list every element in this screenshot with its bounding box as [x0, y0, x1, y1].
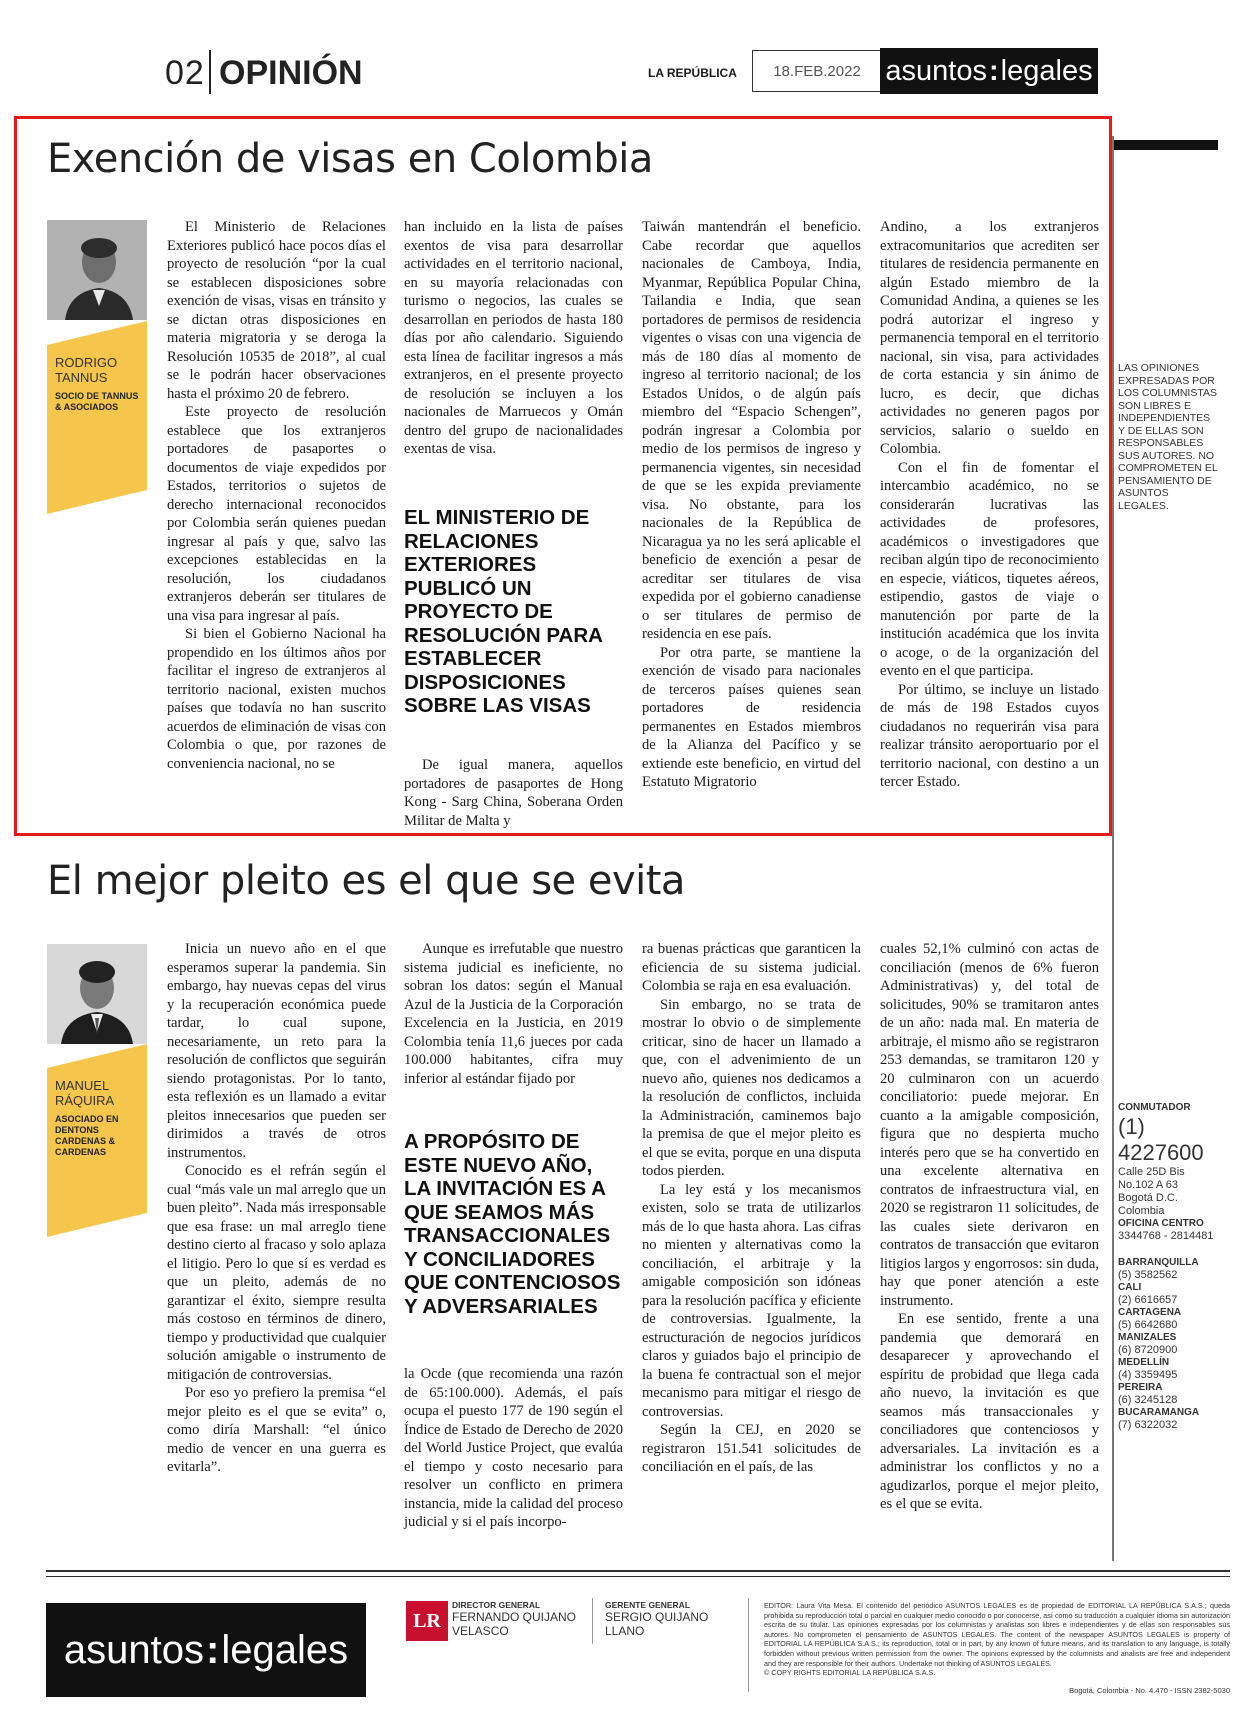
right-column-top-bar [1112, 140, 1218, 150]
tag-notch [47, 1044, 147, 1068]
copyright-text: © COPY RIGHTS EDITORIAL LA REPÚBLICA S.A.S. [764, 1668, 936, 1678]
article2-column-2b [404, 1365, 623, 1532]
city-label: MEDELLÍN [1118, 1357, 1170, 1368]
paragraph: Este proyecto de resolución establece que los extranjeros portadores de pasaportes o documentos de viaje expedidos por Estados, territorios o sujetos de derecho internacional reconocidos por Colombia serán quienes puedan ingresar al país y que, salvo las excepciones establecidas en la resolución, los ciudadanos extranjeros deberán ser titulares de una visa para ingresar al país. [167, 404, 386, 624]
oficina-label: OFICINA CENTRO [1118, 1218, 1204, 1229]
legal-text: EDITOR: Laura Vita Mesa. El contenido del periódico ASUNTOS LEGALES es de propiedad de EDITORIAL LA REPÚBLICA S.A.S.; queda prohibida su reproducción total o parcial en cualquier medio conocido o por conocerse, así como su traducción a cualquier idioma sin autorización escrita de su titular. Las opiniones expresadas por los columnistas y analistas son libres e independientes y de ellas son responsables sus autores. No comprometen el pensamiento de ASUNTOS LEGALES. The content of the newspaper ASUNTOS LEGALES is property of EDITORIAL LA REPÚBLICA S.A.S.; its reproduction, total or in part, by any known of future means, and its translation to any language, is totally forbidden without previous written permission from the owner. The opinions expressed by the columnists and analists are free and independent and they are responsible for their authors. Undertake not thinking of ASUNTOS LEGALES. [764, 1601, 1230, 1668]
tag-notch [47, 1213, 147, 1237]
address-line: Bogotá D.C. [1118, 1192, 1178, 1204]
paragraph: Según la CEJ, en 2020 se registraron 151.541 solicitudes de conciliación en el país, de las [642, 1422, 861, 1475]
publisher-name: LA REPÚBLICA [648, 66, 737, 80]
paragraph: Andino, a los extranjeros extracomunitarios que acrediten ser titulares de residencia permanente en algún Estado miembro de la Comunidad Andina, a quienes se les podrá autorizar el ingreso y permanencia temporal en el territorio nacional, sin visa, para actividades de corta estancia y sin ánimo de lucro, es decir, que dichas actividades no generen pagos por servicios, salario o sueldo en Colombia. [880, 219, 1099, 457]
paragraph: han incluido en la lista de países exentos de visa para desarrollar actividades en el territorio nacional, en su mayoría relacionadas con turismo o negocios, las cuales se desarrollan en periodos de hasta 180 días por año calendario. Siguiendo esta línea de facilitar ingresos a más extranjeros, en el presente proyecto de resolución se incluyen a los nacionales de Marruecos y Omán dentro del grupo de nacionalidades exentas de visa. [404, 219, 623, 457]
city-label: PEREIRA [1118, 1382, 1163, 1393]
paragraph: Inicia un nuevo año en el que esperamos superar la pandemia. Sin embargo, hay nuevas cepas del virus y la recuperación económica puede tardar, lo cual supone, necesariamente, un reto para la resolución de conflictos que seguirán siendo protagonistas. Por lo tanto, esta reflexión es un llamado a evitar pleitos innecesarios que pueden ser dirimidos a través de otros instrumentos. [167, 941, 386, 1161]
director-credit [452, 1600, 582, 1638]
paragraph: Conocido es el refrán según el cual “más vale un mal arreglo que un buen pleito”. Nada más irresponsable que esa frase: un mal arreglo tiene destino cierto al fracaso y solo aplaza el litigio. Pero lo que sí es verdad es que un pleito, además de no garantizar el éxito, siempre resulta más costoso en términos de dinero, tiempo y productividad que cualquier solución amigable o instrumento de mitigación de controversias. [167, 1163, 386, 1383]
city-phone: (4) 3359495 [1118, 1369, 1178, 1381]
city-label: CARTAGENA [1118, 1307, 1182, 1318]
header-divider [209, 50, 211, 94]
article2-title: El mejor pleito es el que se evita [47, 858, 685, 904]
gerente-label: GERENTE GENERAL [605, 1600, 691, 1610]
credit-divider [592, 1598, 593, 1644]
paragraph: De igual manera, aquellos portadores de pasaportes de Hong Kong - Sarg China, Soberana Orden Militar de Malta y [404, 757, 623, 829]
address-line: No.102 A 63 [1118, 1179, 1178, 1191]
contact-info [1118, 1102, 1228, 1432]
article2-column-3 [642, 940, 861, 1477]
paragraph: La ley está y los mecanismos existen, solo se trata de utilizarlos más de lo que hasta ahora. Las cifras no mienten y alternativas como la conciliación, el arbitraje y la amigable composición son idóneas para la resolución pacífica y eficiente de controversias. Igualmente, la estructuración de negocios jurídicos claros y guiados bajo el principio de la buena fe contractual son el mejor mecanismo para mitigar el riesgo de controversias. [642, 1181, 861, 1420]
footer-rule [46, 1570, 1230, 1572]
article1-column-1 [167, 218, 386, 773]
author-tag-tannus [47, 345, 147, 490]
author-role: ASOCIADO EN DENTONS CARDENAS & CARDENAS [55, 1114, 119, 1157]
article1-title: Exención de visas en Colombia [47, 136, 653, 182]
city-label: MANIZALES [1118, 1332, 1177, 1343]
paragraph: Con el fin de fomentar el intercambio académico, no se considerarán lucrativas las actividades de profesores, académicos o investigadores que reciban algún tipo de reconocimiento en especie, viáticos, tiquetes aéreos, estipendio, gastos de viaje o manutención por parte de la institución académica que los invita o acoge, o de la organización del evento en el que participa. [880, 459, 1099, 679]
paragraph: En ese sentido, frente a una pandemia que demorará en desaparecer y aprovechando el espíritu de probidad que llega cada año nuevo, la invitación es que seamos más transaccionales y conciliadores que contenciosos y adversariales. La invitación es a administrar los conflictos y no a agudizarlos, porque el mejor pleito, es el que se evita. [880, 1311, 1099, 1512]
lr-logo: LR [406, 1601, 448, 1641]
city-phone: (5) 6642680 [1118, 1319, 1178, 1331]
director-label: DIRECTOR GENERAL [452, 1600, 541, 1610]
city-phone: (5) 3582562 [1118, 1269, 1178, 1281]
paragraph: Por eso yo prefiero la premisa “el mejor pleito es el que se evita” o, como diría Marshall: “el único medio de vencer en una guerra es evitarla”. [167, 1385, 386, 1475]
credit-divider [748, 1598, 749, 1692]
tag-notch [47, 490, 147, 514]
city-phone: (6) 8720900 [1118, 1344, 1178, 1356]
section-title: OPINIÓN [219, 54, 363, 92]
paragraph: ra buenas prácticas que garanticen la eficiencia de su sistema judicial. Colombia se raja en esa evaluación. [642, 941, 861, 994]
paragraph: Por último, se incluye un listado de más de 198 Estados cuyos ciudadanos no requerirán visa para realizar tránsito aeroportuario por el territorio nacional, con destino a un tercer Estado. [880, 681, 1099, 790]
conmutador-phone: (1) 4227600 [1118, 1114, 1204, 1165]
article2-column-1 [167, 940, 386, 1477]
article1-column-2 [404, 218, 623, 459]
city-phone: (2) 6616657 [1118, 1294, 1178, 1306]
page-number: 02 [165, 54, 205, 92]
oficina-phones: 3344768 - 2814481 [1118, 1230, 1214, 1242]
author-photo-raquira [47, 944, 147, 1044]
paragraph: la Ocde (que recomienda una razón de 65:100.000). Además, el país ocupa el puesto 177 de 190 según el Índice de Estado de Derecho de 2020 del World Justice Project, que evalúa el tiempo y costo necesario para resolver un conflicto en primera instancia, mide la calidad del proceso judicial y si el país incorpo- [404, 1366, 623, 1530]
address-line: Calle 25D Bis [1118, 1166, 1185, 1178]
paragraph: El Ministerio de Relaciones Exteriores publicó hace pocos días el proyecto de resolución “por la cual se establecen disposiciones sobre exención de visas, visas en tránsito y se dictan otras disposiciones en materia migratoria y se deroga la Resolución 10535 de 2018”, al cual se le podrán hacer observaciones hasta el próximo 20 de febrero. [167, 219, 386, 402]
paragraph: Por otra parte, se mantiene la exención de visado para nacionales de terceros países quienes sean portadores de residencia permanentes en Estados miembros de la Alianza del Pacífico y se extiende este beneficio, en virtud del Estatuto Migratorio [642, 644, 861, 790]
author-tag-raquira [47, 1068, 147, 1213]
city-label: CALI [1118, 1282, 1142, 1293]
right-column-rule [1112, 136, 1114, 1561]
paragraph: cuales 52,1% culminó con actas de conciliación (menos de 6% fueron Administrativas) y, del total de solicitudes, 90% se tramitaron antes de un año: nada mal. En materia de arbitraje, el mismo año se registraron 253 demandas, se tramitaron 120 y 20 culminaron con un acuerdo conciliatorio: puede mejorar. En cuanto a la amigable composición, figura que no despierta mucho interés pero que se ha convertido en una excelente alternativa en contratos de infraestructura vial, en 2020 se registraron 11 solicitudes, de las cuales siete derivaron en contratos de transacción que evitaron litigios largos y engorrosos: sin duda, hay que poner atención a este instrumento. [880, 941, 1099, 1309]
footer-rule [46, 1576, 1230, 1577]
city-label: BARRANQUILLA [1118, 1257, 1199, 1268]
gerente-credit [605, 1600, 715, 1638]
city-phone: (6) 3245128 [1118, 1394, 1178, 1406]
brand-logo-bottom: asuntos : legales [46, 1603, 366, 1697]
article1-column-3 [642, 218, 861, 792]
paragraph: Aunque es irrefutable que nuestro sistema judicial es ineficiente, no sobran los datos: según el Manual Azul de la Justicia de la Corporación Excelencia en la Justicia, en 2019 Colombia tenía 11,6 jueces por cada 100.000 habitantes, cifra muy inferior al estándar fijado por [404, 941, 623, 1087]
paragraph: Sin embargo, no se trata de mostrar lo obvio o de simplemente criticar, sino de hacer un llamado a que, con el advenimiento de un nuevo año, quienes nos dedicamos a la resolución de conflictos, incluida la Administración, caminemos bajo la premisa de que el mejor pleito es el que se evita, porque en una disputa todos pierden. [642, 996, 861, 1179]
article1-column-2b [404, 756, 623, 830]
legal-notice [764, 1601, 1230, 1678]
brand-logo-top: asuntos : legales [880, 48, 1098, 94]
tag-notch [47, 321, 147, 345]
article2-pull-quote: A PROPÓSITO DE ESTE NUEVO AÑO, LA INVITACIÓN ES A QUE SEAMOS MÁS TRANSACCIONALES Y CONCILIADORES QUE CONTENCIOSOS Y ADVERSARIALES [404, 1130, 621, 1318]
gerente-name: SERGIO QUIJANO LLANO [605, 1610, 709, 1638]
city-label: BUCARAMANGA [1118, 1407, 1200, 1418]
director-name: FERNANDO QUIJANO VELASCO [452, 1610, 577, 1638]
address-line: Colombia [1118, 1205, 1165, 1217]
article1-pull-quote: EL MINISTERIO DE RELACIONES EXTERIORES PUBLICÓ UN PROYECTO DE RESOLUCIÓN PARA ESTABLECER DISPOSICIONES SOBRE LAS VISAS [404, 506, 603, 717]
author-name: RODRIGO TANNUS [55, 355, 118, 385]
conmutador-label: CONMUTADOR [1118, 1102, 1191, 1113]
paragraph: Si bien el Gobierno Nacional ha propendido en los últimos años por facilitar el ingreso de extranjeros al territorio nacional, existen muchos países que todavía no han suscrito acuerdos de eliminación de visas con Colombia o que, por razones de conveniencia nacional, no se [167, 626, 386, 772]
paragraph: Taiwán mantendrán el beneficio. Cabe recordar que aquellos nacionales de Camboya, India, Myanmar, República Popular China, Tailandia e India, que sean portadores de permisos de residencia vigentes o visas con una vigencia de más de 180 días al momento de ingreso al territorio nacional; de los Estados Unidos, o de algún país miembro del “Espacio Schengen”, podrán ingresar a Colombia por medio de los permisos de ingreso y permanencia vigentes, sin necesidad de que se les expida previamente visa. No obstante, para los nacionales de la República de Nicaragua ya no les será aplicable el beneficio de exención a pesar de acreditar ser titulares de visa expedida por el gobierno canadiense o ser titulares de permiso de residencia en ese país. [642, 219, 861, 642]
opinion-disclaimer: LAS OPINIONES EXPRESADAS POR LOS COLUMNISTAS SON LIBRES E INDEPENDIENTES Y DE ELLAS SON RESPONSABLES SUS AUTORES. NO COMPROMETEN EL PENSAMIENTO DE ASUNTOS LEGALES. [1118, 362, 1218, 512]
author-photo-tannus [47, 220, 147, 320]
author-name: MANUEL RÁQUIRA [55, 1078, 115, 1108]
author-role: SOCIO DE TANNUS & ASOCIADOS [55, 391, 139, 412]
article1-column-4 [880, 218, 1099, 792]
issue-date: 18.FEB.2022 [752, 50, 882, 92]
article2-column-2 [404, 940, 623, 1088]
article2-column-4 [880, 940, 1099, 1514]
issn-line: Bogotá, Colombia - No. 4.470 - ISSN 2382-5030 [1069, 1686, 1230, 1695]
city-phone: (7) 6322032 [1118, 1419, 1178, 1431]
